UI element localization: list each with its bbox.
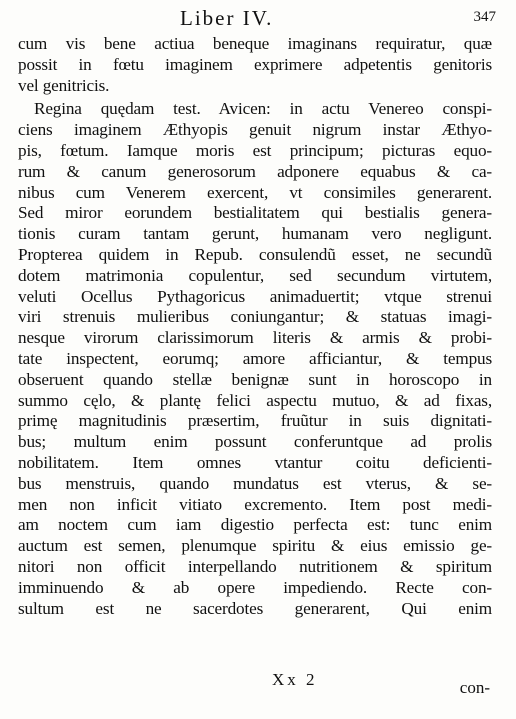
text-line: viri strenuis mulieribus coniungantur; & statuas imagi- — [18, 307, 492, 327]
text-line: sultum est ne sacerdotes generarent, Qui enim — [18, 598, 492, 618]
text-line: men non inficit vitiato excremento. Item post medi- — [18, 494, 492, 514]
text-line: auctum est semen, plenumque spiritu & eius emissio ge- — [18, 536, 492, 556]
text-line: rum & canum generosorum adponere equabus & ca- — [18, 161, 492, 181]
text-line: am noctem cum iam digestio perfecta est: tunc enim — [18, 515, 492, 535]
text-line: tate inspectent, eorumq; amore afficiantur, & tempus — [18, 348, 492, 368]
text-line: Propterea quidem in Repub. consulendũ esset, ne secundũ — [18, 244, 492, 264]
text-line: obseruent quando stellæ benignæ sunt in horoscopo in — [18, 369, 492, 389]
text-line: primę magnitudinis præsertim, fruũtur in suis dignitati- — [18, 411, 492, 431]
catchword: con- — [459, 678, 490, 697]
text-line: veluti Ocellus Pythagoricus animaduertit; vtque strenui — [18, 286, 492, 306]
text-line: nobilitatem. Item omnes vtantur coitu deficienti- — [18, 452, 492, 472]
running-head — [0, 4, 516, 30]
text-line: nesque virorum clarissimorum literis & armis & probi- — [18, 328, 492, 348]
running-title: Liber IV. — [180, 6, 274, 30]
text-line: Regina quędam test. Avicen: in actu Venereo conspi- — [34, 99, 492, 119]
text-line: bus menstruis, quando mundatus est vterus, & se- — [18, 473, 492, 493]
text-line: nitori non officit interpellando nutritionem & spiritum — [18, 556, 492, 576]
text-line: nibus cum Venerem exercent, vt consimiles generarent. — [18, 182, 492, 202]
text-line: dotem matrimonia copulentur, sed secundum virtutem, — [18, 265, 492, 285]
signature-mark: Xx 2 — [272, 670, 318, 689]
page-footer — [0, 670, 516, 710]
text-line: Sed miror eorundem bestialitatem qui bestialis genera- — [18, 203, 492, 223]
text-line: summo cęlo, & plantę felici aspectu mutuo, & ad fixas, — [18, 390, 492, 410]
page-number: 347 — [473, 9, 496, 25]
text-line: cum vis bene actiua beneque imaginans requiratur, quæ — [18, 34, 492, 53]
text-line: possit in fœtu imaginem exprimere adpetentis genitoris — [18, 54, 492, 74]
text-line: imminuendo & ab opere impediendo. Recte con- — [18, 577, 492, 597]
text-line: bus; multum enim possunt conferuntque ad prolis — [18, 432, 492, 452]
text-line: ciens imaginem Æthyopis genuit nigrum instar Æthyo- — [18, 120, 492, 140]
body-text — [18, 34, 492, 619]
text-line: pis, fœtum. Iamque moris est principum; picturas equo- — [18, 140, 492, 160]
text-line: vel genitricis. — [18, 75, 110, 95]
text-line: tionis curam tantam gerunt, humanam vero negligunt. — [18, 224, 492, 244]
